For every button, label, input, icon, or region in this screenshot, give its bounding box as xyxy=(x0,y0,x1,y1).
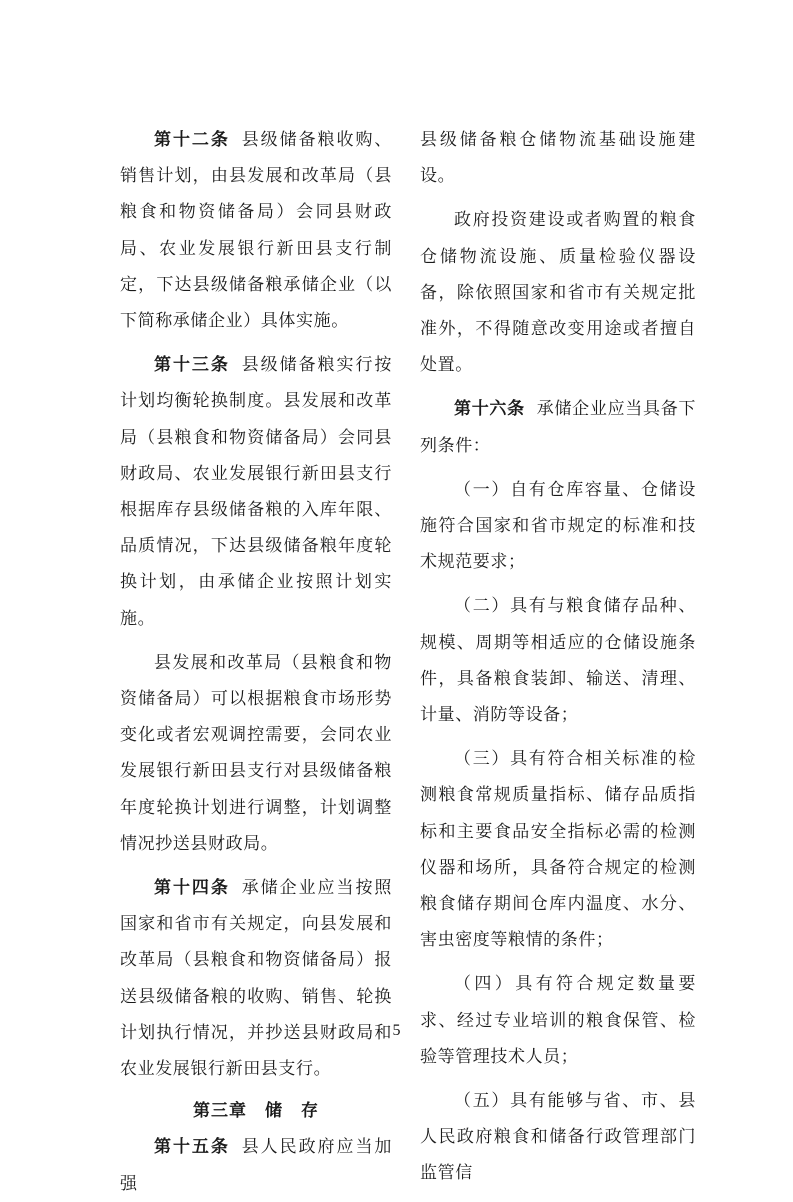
article-13-paragraph-2: 县发展和改革局（县粮食和物资储备局）可以根据粮食市场形势变化或者宏观调控需要，会同农业发展银行新田县支行对县级储备粮年度轮换计划进行调整，计划调整情况抄送县财政局。 xyxy=(120,652,392,854)
article-15-paragraph-2: 政府投资建设或者购置的粮食仓储物流设施、质量检验仪器设备，除依照国家和省市有关规定批准外，不得随意改变用途或者擅自处置。 xyxy=(420,210,696,376)
page-number: 5 xyxy=(392,1022,401,1039)
article-12-label: 第十二条 xyxy=(154,130,230,150)
article-16-text: 承储企业应当具备下列条件： xyxy=(420,399,696,456)
article-13-label: 第十三条 xyxy=(154,355,230,376)
article-15 xyxy=(120,1129,392,1201)
article-14-text: 承储企业应当按照国家和省市有关规定，向县发展和改革局（县粮食和物资储备局）报送县级储备粮的收购、销售、轮换计划执行情况，并抄送县财政局和农业发展银行新田县支行。 xyxy=(120,878,392,1080)
article-14-label: 第十四条 xyxy=(154,878,230,899)
condition-item: （四）具有符合规定数量要求、经过专业培训的粮食保管、检验等管理技术人员； xyxy=(420,974,696,1067)
condition-item: （一）自有仓库容量、仓储设施符合国家和省市规定的标准和技术规范要求； xyxy=(420,479,696,573)
article-15-continued: 县级储备粮仓储物流基础设施建设。 xyxy=(420,130,696,187)
condition-item: （二）具有与粮食储存品种、规模、周期等相适应的仓储设施条件，具备粮食装卸、输送、清理、计量、消防等设备； xyxy=(420,596,696,726)
article-13-text: 县级储备粮实行按计划均衡轮换制度。县发展和改革局（县粮食和物资储备局）会同县财政局、农业发展银行新田县支行根据库存县级储备粮的入库年限、品质情况，下达县级储备粮年度轮换计划，由承储企业按照计划实施。 xyxy=(120,355,392,629)
article-12 xyxy=(120,122,392,339)
article-12-text: 县级储备粮收购、销售计划，由县发展和改革局（县粮食和物资储备局）会同县财政局、农业发展银行新田县支行制定，下达县级储备粮承储企业（以下简称承储企业）具体实施。 xyxy=(120,130,392,332)
article-14 xyxy=(120,870,392,1087)
article-15-text: 县人民政府应当加强 xyxy=(120,1137,392,1194)
article-16-label: 第十六条 xyxy=(454,399,525,420)
condition-item: （五）具有能够与省、市、县人民政府粮食和储备行政管理部门监管信 xyxy=(420,1091,696,1184)
article-16 xyxy=(420,391,696,463)
article-13 xyxy=(120,347,392,637)
chapter-heading: 第三章 储 存 xyxy=(193,1101,319,1122)
condition-item: （三）具有符合相关标准的检测粮食常规质量指标、储存品质指标和主要食品安全指标必需的检测仪器和场所，具备符合规定的检测粮食储存期间仓库内温度、水分、害虫密度等粮情的条件； xyxy=(420,749,696,951)
article-15-label: 第十五条 xyxy=(154,1137,230,1158)
